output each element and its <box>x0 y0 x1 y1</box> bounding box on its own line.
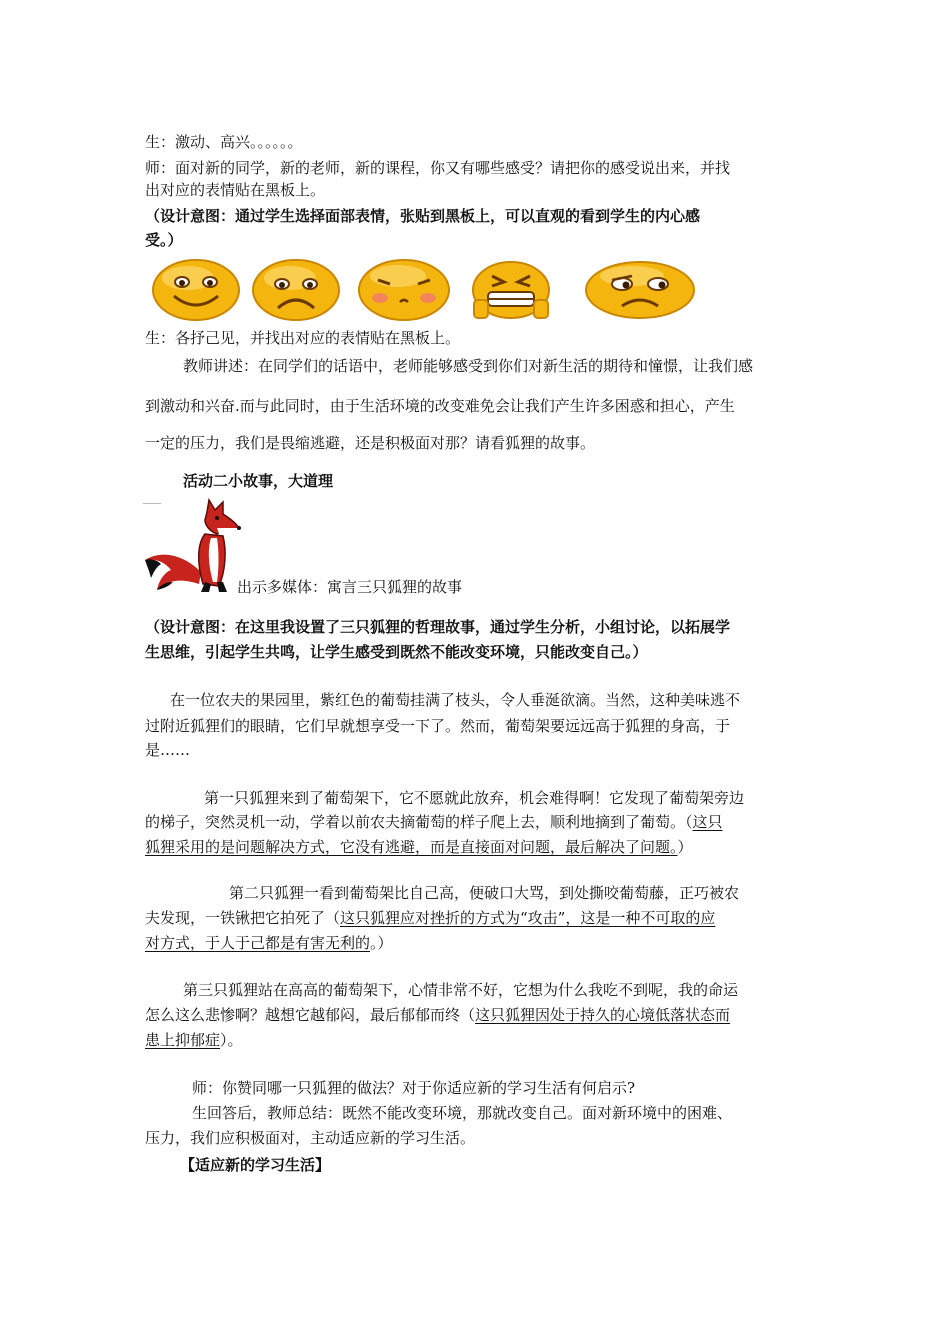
worried-face-icon <box>582 258 698 322</box>
first-fox-paragraph-cont: 的梯子，突然灵机一动，学着以前农夫摘葡萄的样子爬上去，顺利地摘到了葡萄。（这只 <box>145 813 723 831</box>
multimedia-caption: 出示多媒体：寓言三只狐狸的故事 <box>237 578 463 596</box>
third-fox-paragraph: 第三只狐狸站在高高的葡萄架下，心情非常不好，它想为什么我吃不到呢，我的命运 <box>183 981 739 999</box>
teacher-question: 师：面对新的同学，新的老师，新的课程，你又有哪些感受？请把你的感受说出来，并找 <box>145 159 731 177</box>
shy-face-icon <box>356 258 452 322</box>
activity-two-heading: 活动二小故事，大道理 <box>183 472 334 490</box>
first-fox-analysis-cont: 狐狸采用的是问题解决方式，它没有逃避，而是直接面对问题，最后解决了问题。） <box>145 838 693 856</box>
section-heading: 【适应新的学习生活】 <box>180 1156 331 1174</box>
teacher-summary-cont: 压力，我们应积极面对，主动适应新的学习生活。 <box>145 1129 476 1147</box>
second-fox-paragraph: 第二只狐狸一看到葡萄架比自己高，便破口大骂，到处撕咬葡萄藤，正巧被农 <box>229 884 740 902</box>
emotion-faces-row <box>150 258 710 322</box>
story-intro-cont-2: 是…… <box>145 741 191 759</box>
smile-face-icon <box>150 258 242 322</box>
third-fox-paragraph-cont: 怎么这么悲惨啊？越想它越郁闷，最后郁郁而终（这只狐狸因处于持久的心境低落状态而 <box>145 1006 731 1024</box>
design-intent-2: （设计意图：在这里我设置了三只狐狸的哲理故事，通过学生分析，小组讨论，以拓展学 <box>145 618 731 636</box>
story-intro: 在一位农夫的果园里，紫红色的葡萄挂满了枝头，令人垂涎欲滴。当然，这种美味逃不 <box>170 691 741 709</box>
teacher-summary: 生回答后，教师总结：既然不能改变环境，那就改变自己。面对新环境中的困难、 <box>192 1104 733 1122</box>
design-intent-2-cont: 生思维，引起学生共鸣，让学生感受到既然不能改变环境，只能改变自己。） <box>145 643 648 661</box>
first-fox-analysis-2: 狐狸采用的是问题解决方式，它没有逃避，而是直接面对问题，最后解决了问题。 <box>145 838 678 856</box>
teacher-question-2: 师：你赞同哪一只狐狸的做法？对于你适应新的学习生活有何启示? <box>192 1079 636 1097</box>
second-fox-paragraph-cont: 夫发现，一铁锹把它拍死了（这只狐狸应对挫折的方式为“攻击”，这是一种不可取的应 <box>145 909 716 927</box>
design-intent-1: （设计意图：通过学生选择面部表情，张贴到黑板上，可以直观的看到学生的内心感 <box>145 207 701 225</box>
teacher-narration: 教师讲述：在同学们的话语中，老师能够感受到你们对新生活的期待和憧憬，让我们感 <box>183 357 754 375</box>
fox-illustration <box>143 498 243 594</box>
teacher-narration-cont-2: 一定的压力，我们是畏缩逃避，还是积极面对那？请看狐狸的故事。 <box>145 434 596 452</box>
second-fox-analysis-2: 对方式，于人于己都是有害无利的 <box>145 934 371 952</box>
student-response-2: 生：各抒己见，并找出对应的表情贴在黑板上。 <box>145 329 461 347</box>
second-fox-analysis-cont: 对方式，于人于己都是有害无利的。） <box>145 934 393 952</box>
first-fox-analysis: 这只 <box>692 813 723 831</box>
crying-face-icon <box>468 258 554 322</box>
third-fox-analysis-2: 患上抑郁症 <box>145 1031 221 1049</box>
second-fox-analysis: 这只狐狸应对挫折的方式为“攻击”，这是一种不可取的应 <box>340 909 716 927</box>
design-intent-1-cont: 受。） <box>145 231 183 249</box>
first-fox-paragraph: 第一只狐狸来到了葡萄架下，它不愿就此放弃，机会难得啊！它发现了葡萄架旁边 <box>204 789 745 807</box>
teacher-narration-cont-1: 到激动和兴奋.而与此同时，由于生活环境的改变难免会让我们产生许多困惑和担心，产生 <box>145 397 735 415</box>
story-intro-cont-1: 过附近狐狸们的眼睛，它们早就想享受一下了。然而，葡萄架要远远高于狐狸的身高，于 <box>145 717 731 735</box>
third-fox-analysis-cont: 患上抑郁症）。 <box>145 1031 243 1049</box>
third-fox-analysis: 这只狐狸因处于持久的心境低落状态而 <box>475 1006 731 1024</box>
teacher-question-cont: 出对应的表情贴在黑板上。 <box>145 181 326 199</box>
student-response-1: 生：激动、高兴。。。。。。 <box>145 133 303 151</box>
sad-face-icon <box>250 258 342 322</box>
